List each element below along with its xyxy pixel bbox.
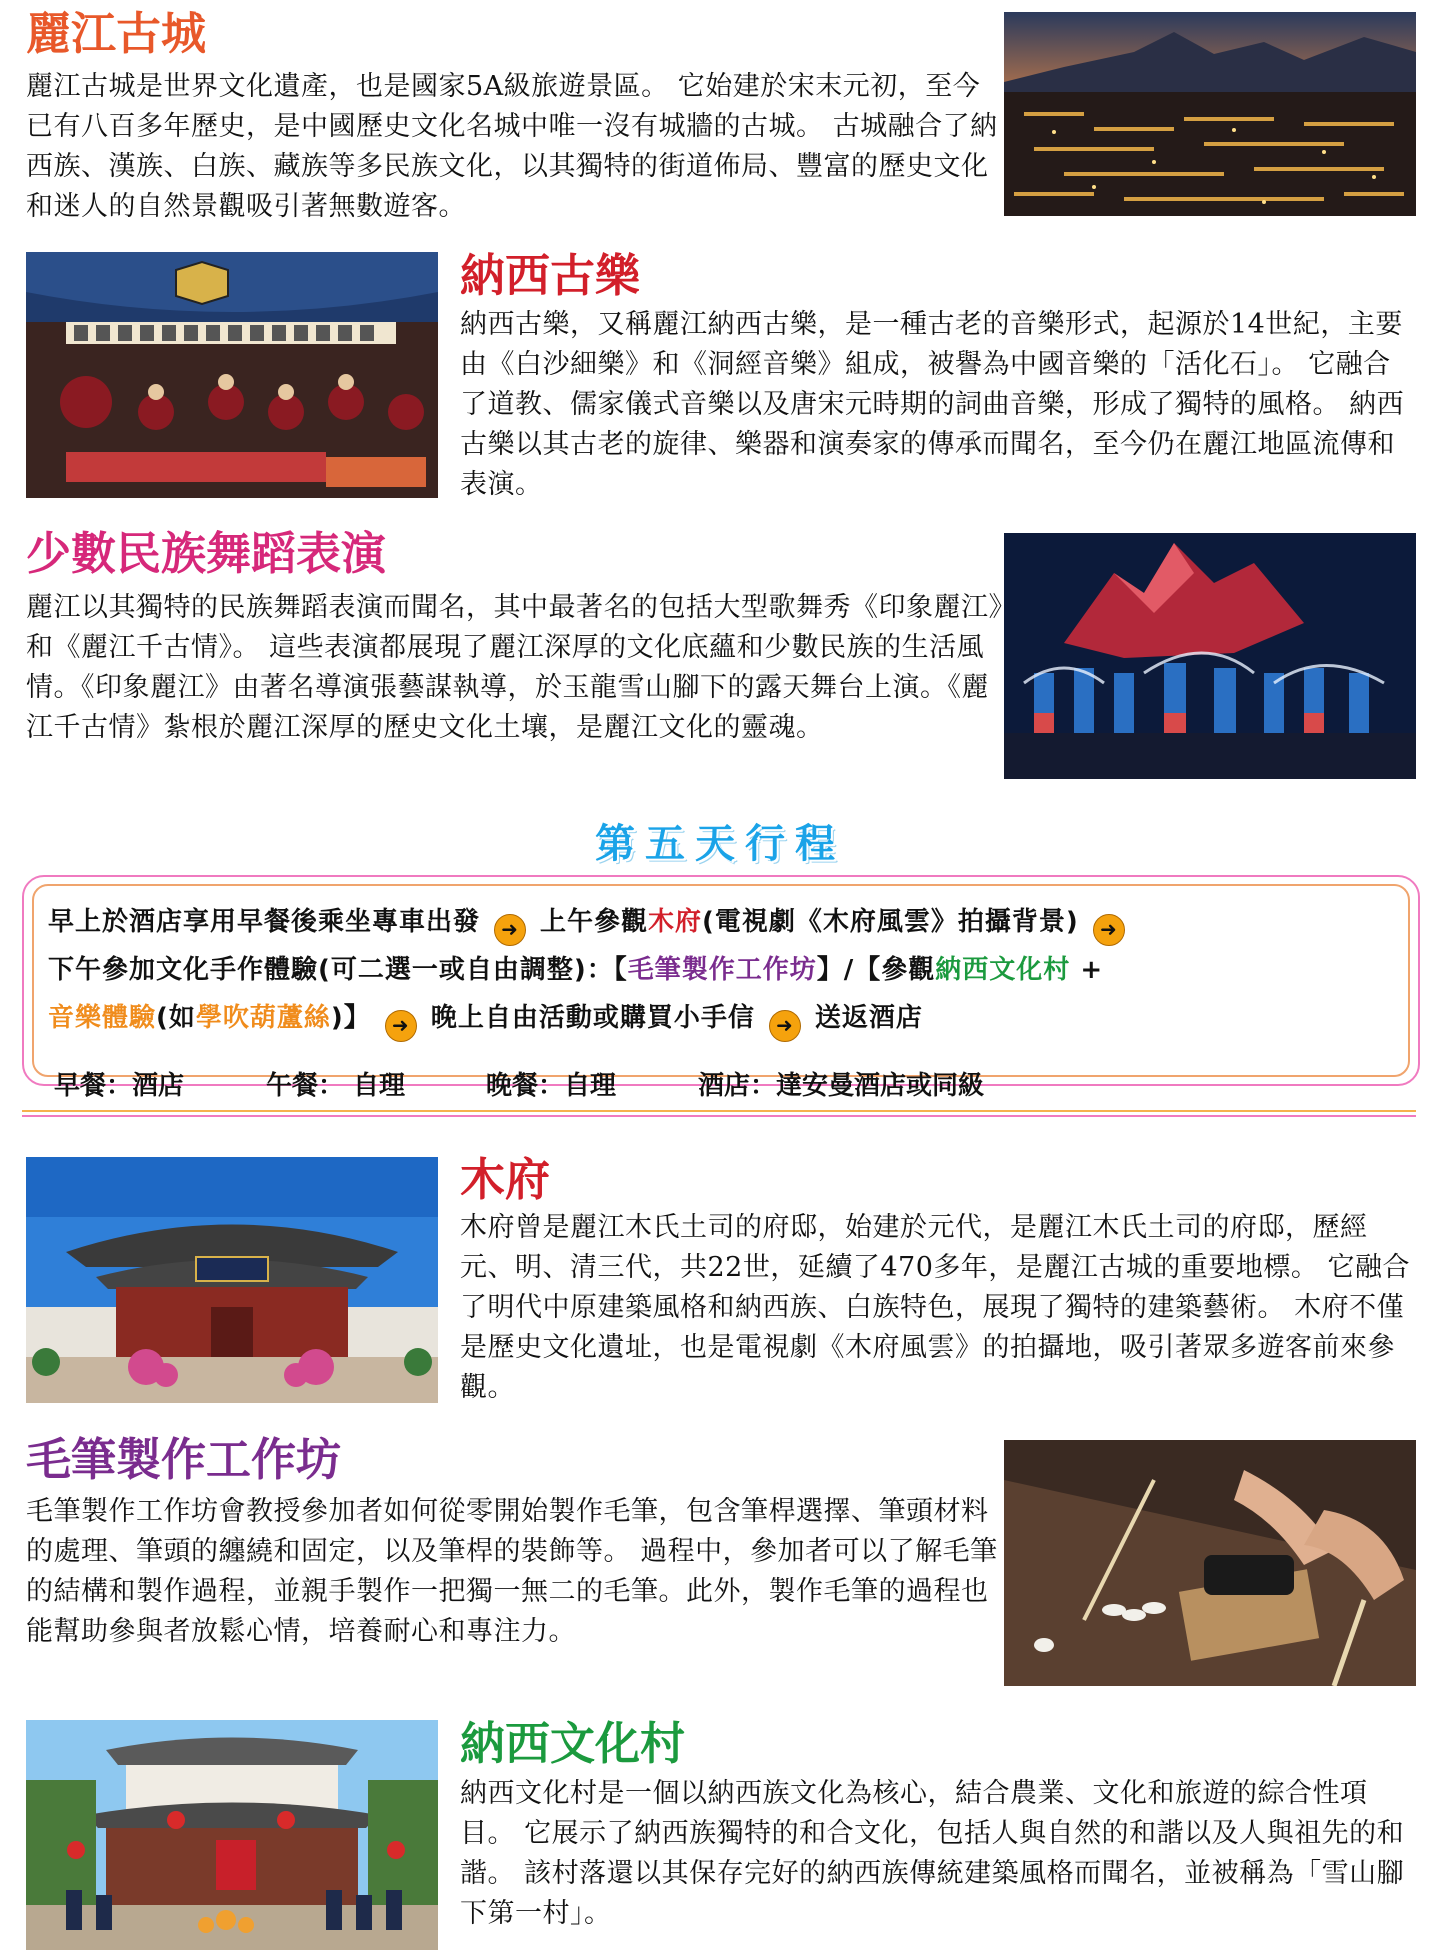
- section-title-naxi-music: 納西古樂: [460, 249, 641, 302]
- section-body-naxi-music: 納西古樂，又稱麗江納西古樂，是一種古老的音樂形式，起源於14世紀，主要由《白沙細樂》和《洞經音樂》組成，被譽為中國音樂的「活化石」。 它融合了道教、儒家儀式音樂以及唐宋元時期的詞曲音樂，形成了獨特的風格。 納西古樂以其古老的旋律、樂器和演奏家的傳承而聞名，至今仍在麗江地區流傳和表演。: [460, 309, 1405, 500]
- photo-mufu-mansion: [26, 1157, 438, 1403]
- section-title-lijiang-old-town: 麗江古城: [26, 7, 207, 60]
- photo-brush-making: [1004, 1440, 1416, 1686]
- section-title-ethnic-dance: 少數民族舞蹈表演: [26, 527, 387, 580]
- itinerary-mufu-highlight: 木府: [648, 907, 703, 937]
- section-title-naxi-village: 納西文化村: [460, 1717, 686, 1770]
- section-body-brush-workshop: 毛筆製作工作坊會教授參加者如何從零開始製作毛筆，包含筆桿選擇、筆頭材料的處理、筆頭的纏繞和固定，以及筆桿的裝飾等。 過程中，參加者可以了解毛筆的結構和製作過程，並親手製作一把獨一無二的毛筆。此外，製作毛筆的過程也能幫助參與者放鬆心情，培養耐心和專注力。: [26, 1496, 998, 1647]
- section-title-mufu: 木府: [460, 1153, 551, 1206]
- itinerary-or-visit: 】/【參觀: [816, 955, 936, 985]
- itinerary-line-2: [48, 946, 1398, 994]
- meal-breakfast: 早餐：酒店: [54, 1071, 185, 1101]
- divider-pink: [22, 1115, 1416, 1117]
- meal-dinner: 晚餐：自理: [486, 1071, 617, 1101]
- itinerary-naxi-village-highlight: 納西文化村: [935, 955, 1071, 985]
- itinerary-breakfast-departure: 早上於酒店享用早餐後乘坐專車出發: [48, 907, 481, 937]
- itinerary-afternoon-craft: 下午參加文化手作體驗(可二選一或自由調整)：【: [48, 955, 628, 985]
- section-body-mufu: 木府曾是麗江木氏土司的府邸，始建於元代，是麗江木氏土司的府邸，歷經元、明、清三代，共22世，延續了470多年，是麗江古城的重要地標。 它融合了明代中原建築風格和納西族、白族特色，展現了獨特的建築藝術。 木府不僅是歷史文化遺址，也是電視劇《木府風雲》的拍攝地，吸引著眾多遊客前來參觀。: [460, 1212, 1410, 1403]
- itinerary-close-bracket: )】: [330, 1003, 371, 1033]
- arrow-right-circle-icon: ➜: [769, 1010, 801, 1042]
- section-title-brush-workshop: 毛筆製作工作坊: [26, 1433, 342, 1486]
- itinerary-line-3: [48, 994, 1398, 1042]
- itinerary-hulusi-highlight: 學吹葫蘆絲: [195, 1003, 331, 1033]
- itinerary-music-experience-highlight: 音樂體驗: [48, 1003, 157, 1033]
- section-body-naxi-village: 納西文化村是一個以納西族文化為核心，結合農業、文化和旅遊的綜合性項目。 它展示了納西族獨特的和合文化，包括人與自然的和諧以及人與祖先的和諧。 該村落還以其保存完好的納西族傳統建築風格而聞名，並被稱為「雪山腳下第一村」。: [460, 1778, 1405, 1929]
- section-body-lijiang-old-town: 麗江古城是世界文化遺產，也是國家5A級旅遊景區。 它始建於宋末元初，至今已有八百多年歷史，是中國歷史文化名城中唯一沒有城牆的古城。 古城融合了納西族、漢族、白族、藏族等多民族文化，以其獨特的街道佈局、豐富的歷史文化和迷人的自然景觀吸引著無數遊客。: [26, 71, 998, 222]
- itinerary-mufu-note: (電視劇《木府風雲》拍攝背景): [702, 907, 1079, 937]
- meals-row: [54, 1062, 984, 1110]
- day-title: 第五天行程: [595, 821, 845, 867]
- meal-lunch: 午餐： 自理: [266, 1071, 406, 1101]
- itinerary-brush-workshop-highlight: 毛筆製作工作坊: [627, 955, 817, 985]
- section-body-ethnic-dance: 麗江以其獨特的民族舞蹈表演而聞名，其中最著名的包括大型歌舞秀《印象麗江》和《麗江千古情》。 這些表演都展現了麗江深厚的文化底蘊和少數民族的生活風情。《印象麗江》由著名導演張藝謀執導，於玉龍雪山腳下的露天舞台上演。《麗江千古情》紮根於麗江深厚的歷史文化土壤，是麗江文化的靈魂。: [26, 592, 1003, 743]
- itinerary-such-as: (如: [156, 1003, 196, 1033]
- divider-orange: [22, 1110, 1416, 1112]
- arrow-right-circle-icon: ➜: [1093, 914, 1125, 946]
- itinerary-morning-visit: 上午參觀: [540, 907, 649, 937]
- arrow-right-circle-icon: ➜: [494, 914, 526, 946]
- photo-ethnic-dance-show: [1004, 533, 1416, 779]
- itinerary-return-hotel: 送返酒店: [814, 1003, 923, 1033]
- photo-naxi-culture-village: [26, 1720, 438, 1950]
- itinerary-text: [48, 898, 1398, 1042]
- itinerary-line-1: [48, 898, 1398, 946]
- photo-naxi-ancient-music: [26, 252, 438, 498]
- itinerary-evening-free: 晚上自由活動或購買小手信: [430, 1003, 755, 1033]
- itinerary-plus: +: [1080, 955, 1104, 985]
- hotel-info: 酒店：達安曼酒店或同級: [698, 1071, 985, 1101]
- photo-lijiang-night-view: [1004, 12, 1416, 216]
- arrow-right-circle-icon: ➜: [385, 1010, 417, 1042]
